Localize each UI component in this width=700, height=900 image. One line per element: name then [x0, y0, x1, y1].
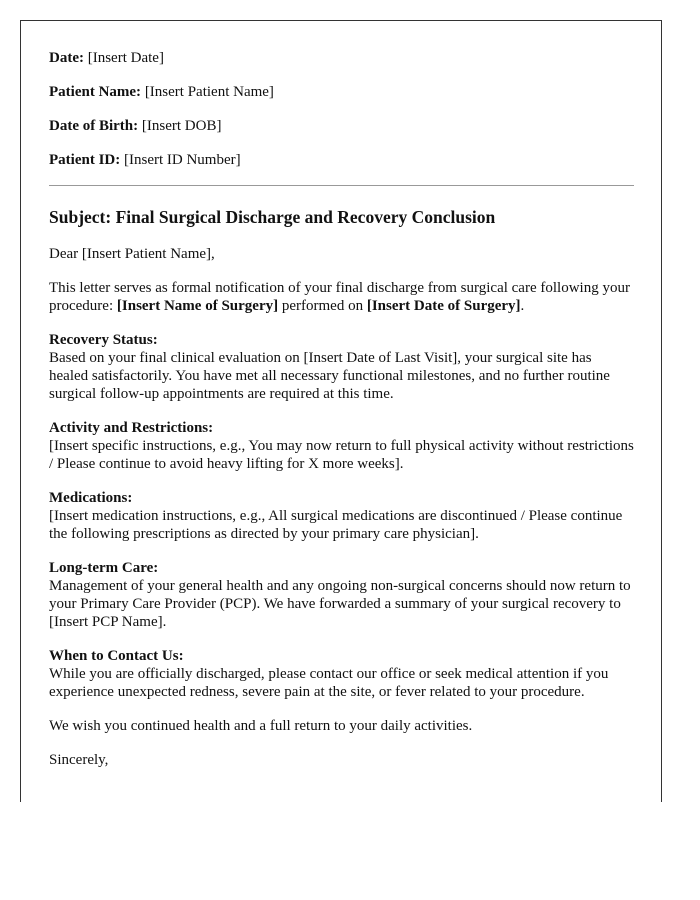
section-body: [Insert specific instructions, e.g., You may now return to full physical activity without restrictions / Please continue to avoid heavy lifting for X more weeks].	[49, 438, 634, 472]
letter-page	[20, 20, 662, 802]
surgery-name: [Insert Name of Surgery]	[116, 298, 279, 314]
section-contact	[49, 647, 634, 701]
dob-line	[49, 117, 634, 135]
patient-id-label: Patient ID:	[49, 152, 121, 168]
section-heading: When to Contact Us:	[49, 648, 184, 664]
date-value: [Insert Date]	[87, 50, 164, 66]
intro-text: This letter serves as formal notification of your final discharge from surgical care following your procedure:	[49, 280, 630, 314]
closing-wish: We wish you continued health and a full return to your daily activities.	[49, 718, 473, 734]
intro-text: .	[520, 298, 525, 314]
section-heading: Long-term Care:	[49, 560, 159, 576]
section-long-term-care	[49, 559, 634, 631]
date-line	[49, 49, 634, 67]
salutation: Dear [Insert Patient Name],	[49, 246, 215, 262]
section-body: [Insert medication instructions, e.g., All surgical medications are discontinued / Please continue the following prescriptions as directed by your primary care physician].	[49, 508, 623, 542]
date-label: Date:	[49, 50, 84, 66]
section-body: Based on your final clinical evaluation on [Insert Date of Last Visit], your surgical site has healed satisfactorily. You have met all necessary functional milestones, and no further routine surgical follow-up appointments are required at this time.	[49, 350, 610, 402]
patient-name-label: Patient Name:	[49, 84, 142, 100]
dob-label: Date of Birth:	[49, 118, 139, 134]
surgery-date: [Insert Date of Surgery]	[366, 298, 521, 314]
intro-paragraph	[49, 279, 634, 315]
section-heading: Medications:	[49, 490, 133, 506]
section-heading: Recovery Status:	[49, 332, 158, 348]
patient-name-value: [Insert Patient Name]	[144, 84, 274, 100]
patient-id-line	[49, 151, 634, 169]
section-recovery-status	[49, 331, 634, 403]
section-medications	[49, 489, 634, 543]
divider	[49, 185, 634, 186]
section-heading: Activity and Restrictions:	[49, 420, 214, 436]
patient-name-line	[49, 83, 634, 101]
section-body: Management of your general health and any ongoing non-surgical concerns should now return to your Primary Care Provider (PCP). We have forwarded a summary of your surgical recovery to [Insert PCP Name].	[49, 578, 631, 630]
intro-text: performed on	[278, 298, 367, 314]
letter-body	[49, 21, 634, 769]
signoff: Sincerely,	[49, 752, 109, 768]
dob-value: [Insert DOB]	[141, 118, 222, 134]
section-activity	[49, 419, 634, 473]
section-body: While you are officially discharged, please contact our office or seek medical attention if you experience unexpected redness, severe pain at the site, or fever related to your procedure.	[49, 666, 609, 700]
patient-id-value: [Insert ID Number]	[124, 152, 241, 168]
subject-heading: Subject: Final Surgical Discharge and Recovery Conclusion	[49, 207, 496, 227]
